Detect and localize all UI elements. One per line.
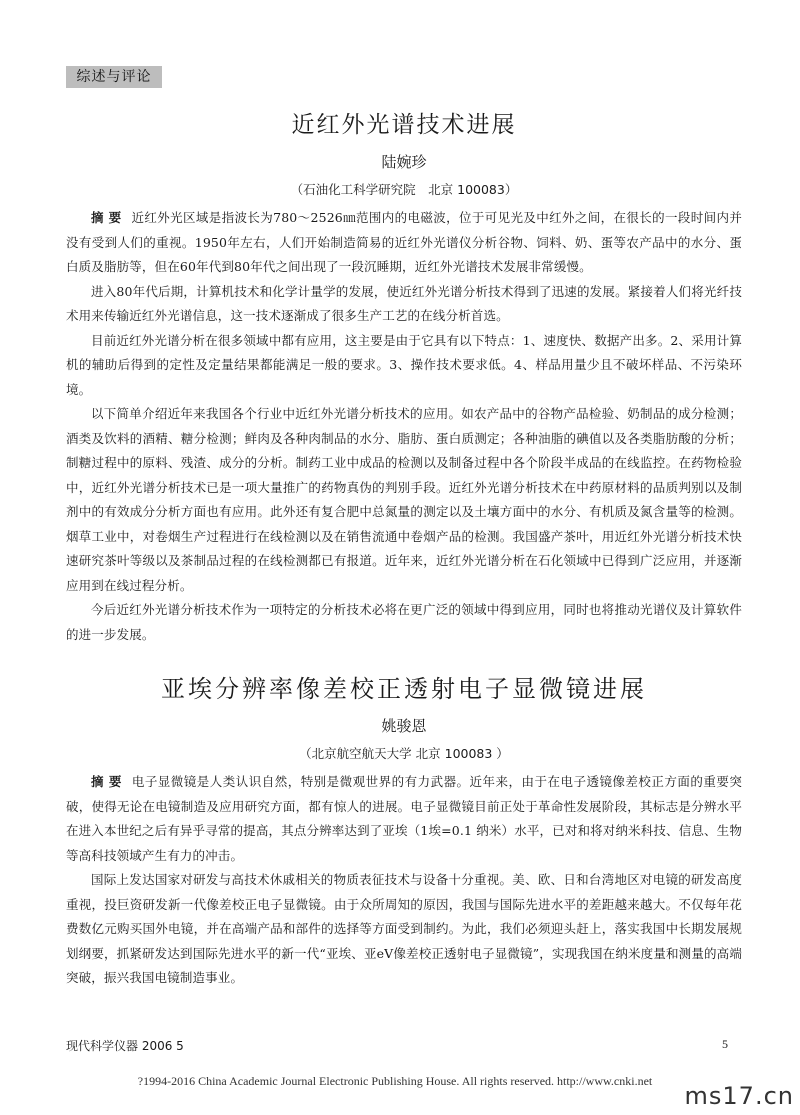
abstract-label: 摘 要 bbox=[91, 210, 122, 225]
abstract-paragraph bbox=[66, 770, 742, 868]
section-tag: 综述与评论 bbox=[66, 66, 162, 88]
abstract-paragraph bbox=[66, 206, 742, 280]
journal-footer: 现代科学仪器 2006 5 bbox=[66, 1039, 184, 1053]
body-paragraph: 以下简单介绍近年来我国各个行业中近红外光谱分析技术的应用。如农产品中的谷物产品检验、奶制品的成分检测；酒类及饮料的酒精、糖分检测；鲜肉及各种肉制品的水分、脂肪、蛋白质测定；各种油脂的碘值以及各类脂肪酸的分析；制糖过程中的原料、残渣、成分的分析。制药工业中成品的检测以及制备过程中各个阶段半成品的在线监控。在药物检验中，近红外光谱分析技术已是一项大量推广的药物真伪的判别手段。近红外光谱分析技术在中药原材料的品质判别以及制剂中的有效成分分析方面也有应用。此外还有复合肥中总氮量的测定以及土壤方面中的水分、有机质及氮含量等的检测。烟草工业中，对卷烟生产过程进行在线检测以及在销售流通中卷烟产品的检测。我国盛产茶叶，用近红外光谱分析技术快速研究茶叶等级以及茶制品过程的在线检测都已有报道。近年来，近红外光谱分析在石化领域中已得到广泛应用，并逐渐应用到在线过程分析。 bbox=[66, 406, 742, 593]
article-affiliation: （石油化工科学研究院 北京 100083） bbox=[290, 182, 518, 197]
article-author: 陆婉珍 bbox=[381, 153, 427, 171]
body-paragraph: 今后近红外光谱分析技术作为一项特定的分析技术必将在更广泛的领域中得到应用，同时也将推动光谱仪及计算软件的进一步发展。 bbox=[66, 602, 742, 642]
article-affiliation: （北京航空航天大学 北京 100083 ） bbox=[299, 746, 509, 761]
body-paragraph: 国际上发达国家对研发与高技术休戚相关的物质表征技术与设备十分重视。美、欧、日和台湾地区对电镜的研发高度重视，投巨资研发新一代像差校正电子显微镜。由于众所周知的原因，我国与国际先进水平的差距越来越大。不仅每年花费数亿元购买国外电镜，并在高端产品和部件的选择等方面受到制约。为此，我们必须迎头赶上，落实我国中长期发展规划纲要，抓紧研发达到国际先进水平的新一代“亚埃、亚eV像差校正透射电子显微镜”，实现我国在纳米度量和测量的高端突破，振兴我国电镜制造事业。 bbox=[66, 872, 742, 985]
page-number: 5 bbox=[722, 1037, 728, 1051]
body-paragraph: 进入80年代后期，计算机技术和化学计量学的发展，使近红外光谱分析技术得到了迅速的发展。紧接着人们将光纤技术用来传输近红外光谱信息，这一技术逐渐成了很多生产工艺的在线分析首选。 bbox=[66, 283, 742, 323]
body-paragraph: 目前近红外光谱分析在很多领域中都有应用，这主要是由于它具有以下特点：1、速度快、数据产出多。2、采用计算机的辅助后得到的定性及定量结果都能满足一般的要求。3、操作技术要求低。4、样品用量少且不破坏样品、不污染环境。 bbox=[66, 332, 742, 397]
article-nir bbox=[66, 108, 742, 647]
abstract-label: 摘 要 bbox=[91, 774, 122, 789]
paragraph-text: 近红外光区域是指波长为780～2526㎚范围内的电磁波，位于可见光及中红外之间，在很长的一段时间内并没有受到人们的重视。1950年左右，人们开始制造简易的近红外光谱仪分析谷物、饲料、奶、蛋等农产品中的水分、蛋白质及脂肪等，但在60年代到80年代之间出现了一段沉睡期，近红外光谱技术发展非常缓慢。 bbox=[66, 210, 743, 274]
article-tem bbox=[66, 672, 742, 991]
paragraph-text: 电子显微镜是人类认识自然，特别是微观世界的有力武器。近年来，由于在电子透镜像差校正方面的重要突破，使得无论在电镜制造及应用研究方面，都有惊人的进展。电子显微镜目前正处于革命性发展阶段，其标志是分辨水平在进入本世纪之后有异乎寻常的提高，其点分辨率达到了亚埃（1埃=0.1 纳米）水平，已对和将对纳米科技、信息、生物等高科技领域产生有力的冲击。 bbox=[66, 774, 742, 863]
copyright-line: ?1994-2016 China Academic Journal Electronic Publishing House. All rights reserved. http://www.cnki.net bbox=[137, 1074, 653, 1088]
article-title: 亚埃分辨率像差校正透射电子显微镜进展 bbox=[161, 675, 647, 703]
article-author: 姚骏恩 bbox=[381, 717, 427, 735]
watermark: ms17.cn bbox=[684, 1082, 794, 1110]
article-title: 近红外光谱技术进展 bbox=[291, 112, 517, 138]
